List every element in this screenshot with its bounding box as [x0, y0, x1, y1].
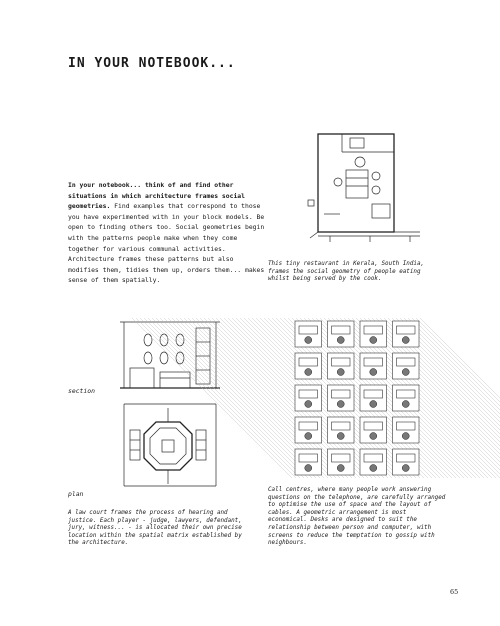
section-label: section — [68, 387, 95, 395]
body-rest: Find examples that correspond to those you have experimented with in your block models. Be open to finding others too. Social geometries begin with the patterns people make when they come together for various communal activities. Architecture frames these patterns but also modifies them, tidies them up, orders them... makes sense of them spatially. — [68, 202, 265, 285]
page-number: 65 — [450, 588, 459, 596]
call-centre-drawing — [292, 318, 422, 478]
restaurant-plan-drawing — [310, 130, 425, 250]
page-title: IN YOUR NOTEBOOK... — [68, 56, 236, 71]
law-court-caption: A law court frames the process of hearing and justice. Each player - judge, lawyers, defendant, jury, witness... - is allocated their own precise location within the spatial matrix established by the architecture. — [68, 510, 242, 547]
court-section-drawing — [120, 318, 220, 393]
body-lead: In your notebook... think of and find other situations in which architecture frames social geometries. — [68, 181, 245, 211]
plan-label: plan — [68, 490, 84, 498]
restaurant-caption: This tiny restaurant in Kerala, South India, frames the social geometry of people eating whilst being served by the cook. — [268, 261, 425, 283]
court-plan-drawing — [120, 400, 220, 490]
body-paragraph — [68, 180, 268, 286]
call-centre-caption: Call centres, where many people work answering questions on the telephone, are carefully arranged to optimise the use of space and the layout of cables. A geometric arrangement is most economical. Desks are designed to suit the relationship between person and computer, with screens to reduce the temptation to gossip with neighbours. — [268, 487, 446, 547]
